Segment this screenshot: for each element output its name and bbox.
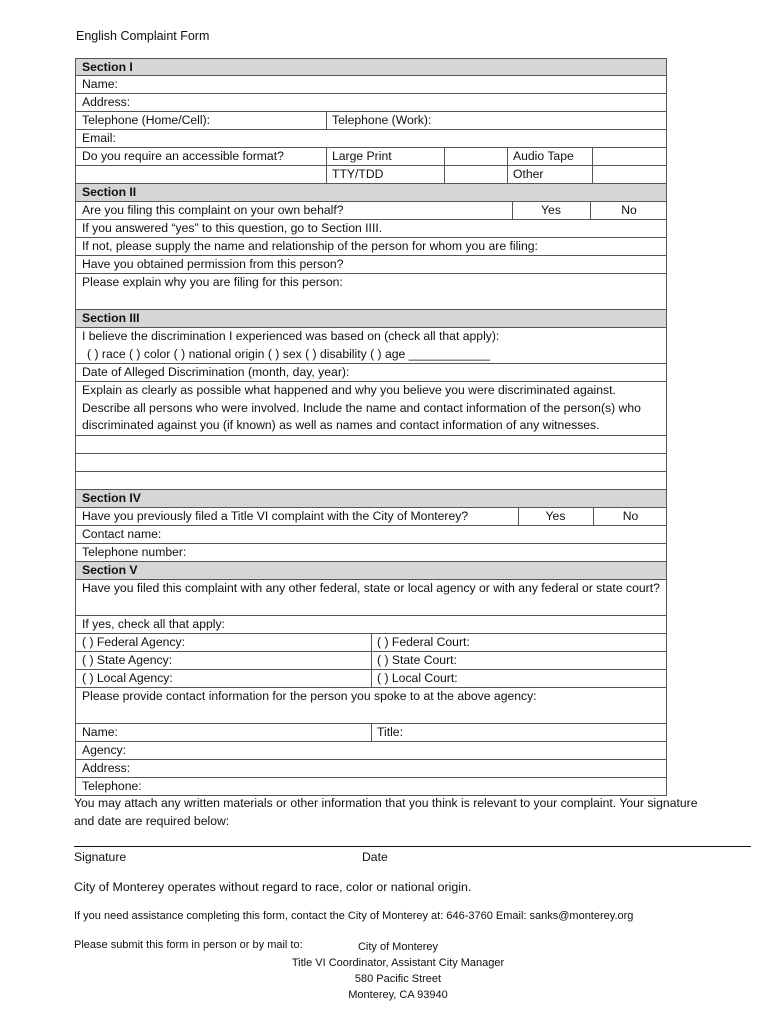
own-behalf-row	[75, 202, 667, 220]
other-agency-row[interactable]	[75, 580, 667, 616]
section-1-header	[75, 58, 667, 76]
assistance-contact: If you need assistance completing this form, contact the City of Monterey at: 646-3760 Email: sanks@monterey.org	[74, 910, 634, 922]
previous-complaint-yes[interactable]: Yes	[545, 509, 566, 523]
date-of-discrimination-row[interactable]	[75, 364, 667, 382]
previous-complaint-label: Have you previously filed a Title VI complaint with the City of Monterey?	[82, 509, 469, 523]
local-agency-option[interactable]: ( ) Local Agency:	[82, 671, 173, 685]
address-line-2: Title VI Coordinator, Assistant City Manager	[291, 957, 505, 969]
check-all-row	[75, 616, 667, 634]
accessible-format-label: Do you require an accessible format?	[82, 149, 284, 163]
telephone-number-row[interactable]	[75, 544, 667, 562]
other-agency-label: Have you filed this complaint with any other federal, state or local agency or with any federal or state court?	[82, 581, 660, 595]
address-line-1: City of Monterey	[357, 941, 439, 953]
date-of-discrimination-label: Date of Alleged Discrimination (month, day, year):	[82, 365, 350, 379]
discrimination-basis-label: I believe the discrimination I experienced was based on (check all that apply):	[82, 329, 500, 343]
large-print-label: Large Print	[332, 149, 392, 163]
blank-line-2[interactable]	[75, 454, 667, 472]
section-4-header	[75, 490, 667, 508]
telephone-work-field[interactable]: Telephone (Work):	[332, 113, 432, 127]
large-print-box[interactable]	[444, 148, 507, 165]
permission-label: Have you obtained permission from this person?	[82, 257, 344, 271]
agency-contact-name-field[interactable]: Name:	[82, 725, 118, 739]
local-court-option[interactable]: ( ) Local Court:	[377, 671, 458, 685]
form-title: English Complaint Form	[76, 29, 210, 43]
own-behalf-yes[interactable]: Yes	[541, 203, 561, 217]
tty-tdd-label: TTY/TDD	[332, 167, 384, 181]
other-label: Other	[513, 167, 544, 181]
section-4-label: Section IV	[82, 491, 141, 505]
explain-discrimination-label: Explain as clearly as possible what happened and why you believe you were discriminated against. Describe all persons who were involved. Include the name and contact information of the person(s) who discriminated against you (if known) as well as names and contact information of any witnesses.	[82, 383, 641, 432]
own-behalf-label: Are you filing this complaint on your own behalf?	[82, 203, 344, 217]
explain-label: Please explain why you are filing for this person:	[82, 275, 343, 289]
section-1-label: Section I	[82, 60, 133, 74]
if-not-label: If not, please supply the name and relationship of the person for whom you are filing:	[82, 239, 538, 253]
local-row	[75, 670, 667, 688]
submit-instruction: Please submit this form in person or by mail to:	[74, 939, 303, 951]
agency-name-title-row	[75, 724, 667, 742]
agency-address-label: Address:	[82, 761, 131, 775]
agency-label: Agency:	[82, 743, 127, 757]
audio-tape-box[interactable]	[592, 148, 668, 165]
if-not-row[interactable]	[75, 238, 667, 256]
discrimination-options[interactable]: ( ) race ( ) color ( ) national origin ( ) sex ( ) disability ( ) age ____________	[87, 346, 491, 361]
previous-complaint-row	[75, 508, 667, 526]
signature-line	[74, 846, 751, 847]
tty-tdd-box[interactable]	[444, 166, 507, 183]
check-all-label: If yes, check all that apply:	[82, 617, 225, 631]
state-court-option[interactable]: ( ) State Court:	[377, 653, 457, 667]
federal-court-option[interactable]: ( ) Federal Court:	[377, 635, 470, 649]
email-row[interactable]	[75, 130, 667, 148]
mailing-address	[280, 939, 516, 1003]
section-2-header	[75, 184, 667, 202]
agency-row[interactable]	[75, 742, 667, 760]
accessible-format-row	[75, 148, 667, 166]
complaint-form-table	[75, 58, 667, 796]
own-behalf-no[interactable]: No	[621, 203, 637, 217]
section-5-header	[75, 562, 667, 580]
agency-telephone-label: Telephone:	[82, 779, 142, 793]
attach-materials-note: You may attach any written materials or other information that you think is relevant to your complaint. Your signature and date are required below:	[74, 796, 698, 828]
contact-name-label: Contact name:	[82, 527, 162, 541]
section-3-header	[75, 310, 667, 328]
explain-discrimination-row	[75, 382, 667, 436]
discrimination-basis	[76, 328, 666, 363]
explain-row[interactable]	[75, 274, 667, 310]
address-line-3: 580 Pacific Street	[354, 973, 442, 985]
section-2-label: Section II	[82, 185, 137, 199]
previous-complaint-no[interactable]: No	[622, 509, 639, 523]
email-label: Email:	[82, 131, 116, 145]
telephone-row	[75, 112, 667, 130]
blank-line-3[interactable]	[75, 472, 667, 490]
audio-tape-label: Audio Tape	[513, 149, 574, 163]
permission-row[interactable]	[75, 256, 667, 274]
agency-contact-row	[75, 688, 667, 724]
other-box[interactable]	[592, 166, 668, 183]
agency-contact-title-field[interactable]: Title:	[377, 725, 403, 739]
blank-line-1[interactable]	[75, 436, 667, 454]
date-label: Date	[362, 850, 388, 864]
address-label: Address:	[82, 95, 131, 109]
nondiscrimination-statement: City of Monterey operates without regard to race, color or national origin.	[74, 880, 472, 894]
if-yes-instruction: If you answered “yes” to this question, go to Section IIII.	[82, 221, 383, 235]
name-row[interactable]	[75, 76, 667, 94]
signature-label: Signature	[74, 850, 127, 864]
agency-address-row[interactable]	[75, 760, 667, 778]
telephone-number-label: Telephone number:	[82, 545, 187, 559]
state-agency-option[interactable]: ( ) State Agency:	[82, 653, 173, 667]
state-row	[75, 652, 667, 670]
name-label: Name:	[82, 77, 118, 91]
address-line-4: Monterey, CA 93940	[348, 989, 448, 1001]
telephone-home-field[interactable]: Telephone (Home/Cell):	[82, 113, 211, 127]
discrimination-basis-row[interactable]	[75, 328, 667, 364]
section-5-label: Section V	[82, 563, 138, 577]
contact-name-row[interactable]	[75, 526, 667, 544]
federal-row	[75, 634, 667, 652]
section-3-label: Section III	[82, 311, 140, 325]
federal-agency-option[interactable]: ( ) Federal Agency:	[82, 635, 185, 649]
if-yes-row	[75, 220, 667, 238]
accessible-format-row-2	[75, 166, 667, 184]
agency-contact-label: Please provide contact information for the person you spoke to at the above agency:	[82, 689, 537, 703]
address-row[interactable]	[75, 94, 667, 112]
